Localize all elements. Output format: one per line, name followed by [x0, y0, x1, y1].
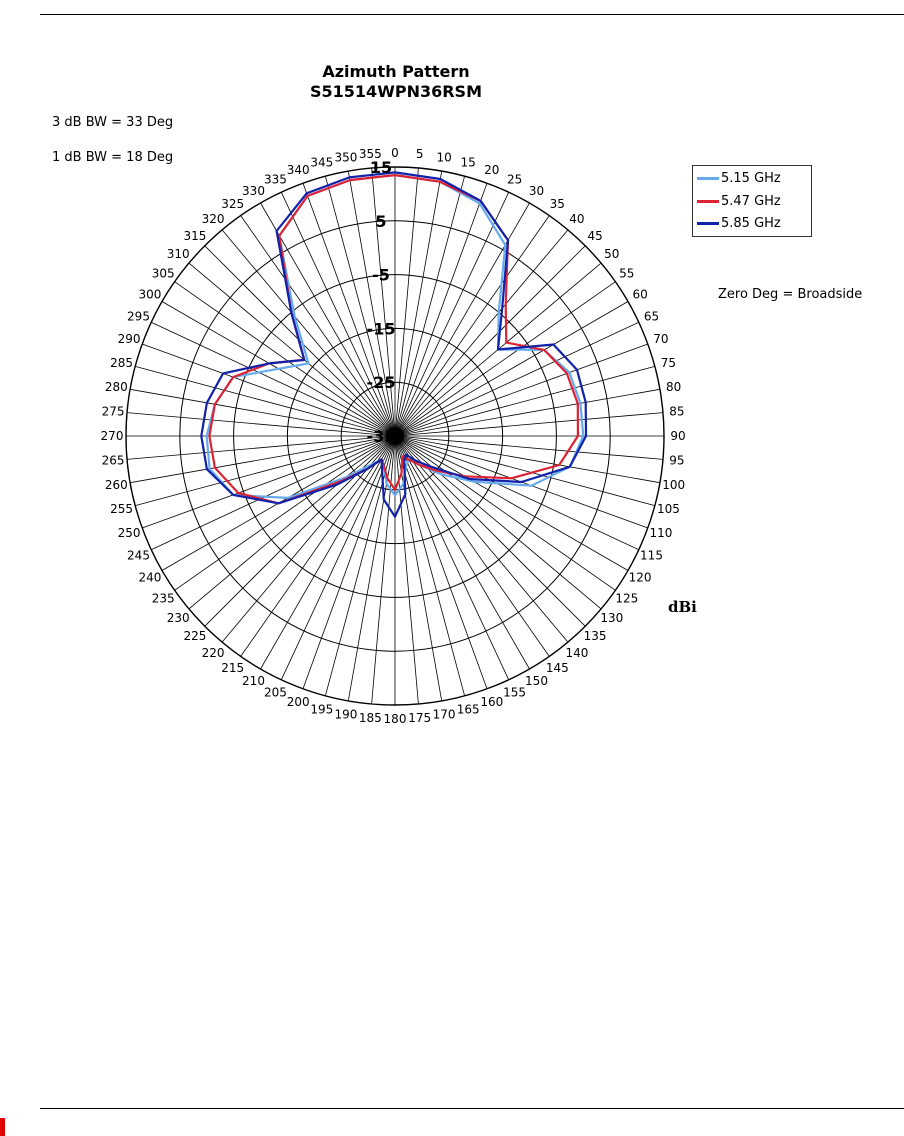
chart-title: Azimuth Pattern: [322, 62, 470, 81]
angle-tick-label-160: 160: [480, 694, 504, 709]
angle-tick-label-105: 105: [656, 502, 680, 517]
angle-tick-label-130: 130: [600, 610, 624, 625]
angle-tick-label-20: 20: [484, 163, 500, 178]
legend-label-5-47-ghz: 5.47 GHz: [721, 193, 781, 209]
angle-tick-label-255: 255: [110, 502, 134, 517]
angle-tick-label-100: 100: [662, 478, 686, 493]
angle-tick-label-200: 200: [286, 694, 310, 709]
angle-tick-label-215: 215: [221, 660, 245, 675]
angle-tick-label-170: 170: [432, 707, 456, 722]
angle-tick-label-5: 5: [415, 147, 424, 162]
angle-tick-label-270: 270: [100, 429, 124, 443]
angle-tick-label-305: 305: [151, 266, 175, 281]
angle-tick-label-40: 40: [569, 212, 585, 227]
spoke-355: [372, 168, 395, 436]
angle-tick-label-325: 325: [221, 197, 245, 212]
angle-tick-label-150: 150: [525, 674, 548, 689]
angle-tick-label-175: 175: [408, 710, 432, 725]
angle-tick-label-55: 55: [619, 266, 635, 281]
angle-tick-label-50: 50: [604, 247, 620, 262]
angle-tick-label-330: 330: [242, 183, 265, 198]
angle-tick-label-30: 30: [528, 183, 545, 198]
annotation-3db-beamwidth: 3 dB BW = 33 Deg: [52, 115, 174, 130]
angle-tick-label-85: 85: [669, 404, 685, 419]
page-bottom-rule: [40, 1108, 904, 1109]
angle-tick-label-345: 345: [310, 155, 334, 170]
angle-tick-label-185: 185: [358, 710, 382, 725]
angle-tick-label-315: 315: [183, 228, 207, 243]
radial-tick-label--5: -5: [372, 265, 390, 285]
angle-tick-label-230: 230: [166, 610, 190, 625]
radial-tick-label--25: -25: [366, 373, 396, 393]
angle-tick-label-260: 260: [104, 478, 128, 493]
angle-tick-label-60: 60: [632, 287, 648, 302]
angle-tick-label-240: 240: [138, 570, 162, 585]
legend-label-5-85-ghz: 5.85 GHz: [721, 215, 781, 231]
angle-tick-label-165: 165: [456, 702, 480, 717]
angle-tick-label-280: 280: [104, 379, 128, 394]
spoke-265: [127, 436, 395, 459]
angle-tick-label-120: 120: [628, 570, 652, 585]
angle-tick-label-95: 95: [669, 453, 685, 468]
angle-tick-label-125: 125: [615, 591, 639, 606]
angle-tick-label-15: 15: [460, 155, 476, 170]
annotation-1db-beamwidth: 1 dB BW = 18 Deg: [52, 150, 174, 165]
unit-label: dBi: [668, 598, 697, 616]
angle-tick-label-45: 45: [587, 228, 603, 243]
chart-subtitle: S51514WPN36RSM: [310, 82, 482, 101]
spoke-85: [395, 413, 663, 436]
angle-tick-label-290: 290: [117, 332, 141, 347]
angle-tick-label-250: 250: [117, 525, 141, 540]
angle-tick-label-10: 10: [436, 150, 452, 165]
angle-tick-label-275: 275: [101, 404, 125, 419]
angle-tick-label-265: 265: [101, 453, 125, 468]
angle-tick-label-355: 355: [358, 147, 382, 162]
radial-tick-label--15: -15: [366, 319, 396, 339]
angle-tick-label-285: 285: [110, 355, 134, 370]
angle-tick-label-25: 25: [506, 172, 523, 187]
angle-tick-label-245: 245: [127, 548, 150, 563]
angle-tick-label-75: 75: [660, 355, 677, 370]
angle-tick-label-235: 235: [151, 591, 175, 606]
angle-tick-label-115: 115: [640, 548, 663, 563]
angle-tick-label-310: 310: [166, 247, 190, 262]
angle-tick-label-90: 90: [670, 429, 686, 443]
angle-tick-label-220: 220: [201, 645, 225, 660]
angle-tick-label-300: 300: [138, 287, 162, 302]
spoke-285: [135, 366, 395, 436]
angle-tick-label-205: 205: [263, 685, 287, 700]
angle-tick-label-190: 190: [334, 707, 358, 722]
spoke-5: [395, 168, 418, 436]
angle-tick-label-335: 335: [263, 172, 287, 187]
radial-tick-label-5: 5: [375, 211, 387, 231]
annotation-zero-deg: Zero Deg = Broadside: [718, 287, 863, 302]
angle-tick-label-70: 70: [653, 332, 669, 347]
angle-tick-label-225: 225: [183, 629, 207, 644]
spoke-175: [395, 436, 418, 704]
angle-tick-label-210: 210: [242, 674, 265, 689]
angle-tick-label-350: 350: [334, 150, 358, 165]
angle-tick-label-320: 320: [201, 212, 225, 227]
angle-tick-label-180: 180: [383, 712, 407, 726]
page-edge-marker: [0, 1118, 5, 1136]
polar-chart: [44, 58, 744, 728]
spoke-15: [395, 176, 465, 436]
angle-tick-label-340: 340: [286, 163, 310, 178]
page-top-rule: [40, 14, 904, 15]
radial-tick-label-15: 15: [369, 158, 393, 177]
angle-tick-label-110: 110: [649, 525, 673, 540]
angle-tick-label-195: 195: [310, 702, 334, 717]
angle-tick-label-135: 135: [583, 629, 607, 644]
angle-tick-label-140: 140: [565, 645, 589, 660]
angle-tick-label-0: 0: [391, 146, 399, 160]
angle-tick-label-145: 145: [545, 660, 569, 675]
spoke-275: [127, 413, 395, 436]
spoke-255: [135, 436, 395, 506]
angle-tick-label-80: 80: [666, 379, 682, 394]
spoke-75: [395, 366, 655, 436]
radial-tick-label--35: -35: [366, 427, 396, 446]
angle-tick-label-155: 155: [503, 685, 527, 700]
legend-label-5-15-ghz: 5.15 GHz: [721, 170, 781, 186]
angle-tick-label-295: 295: [127, 309, 150, 324]
angle-tick-label-65: 65: [643, 309, 660, 324]
angle-tick-label-35: 35: [549, 197, 565, 212]
spoke-95: [395, 436, 663, 459]
